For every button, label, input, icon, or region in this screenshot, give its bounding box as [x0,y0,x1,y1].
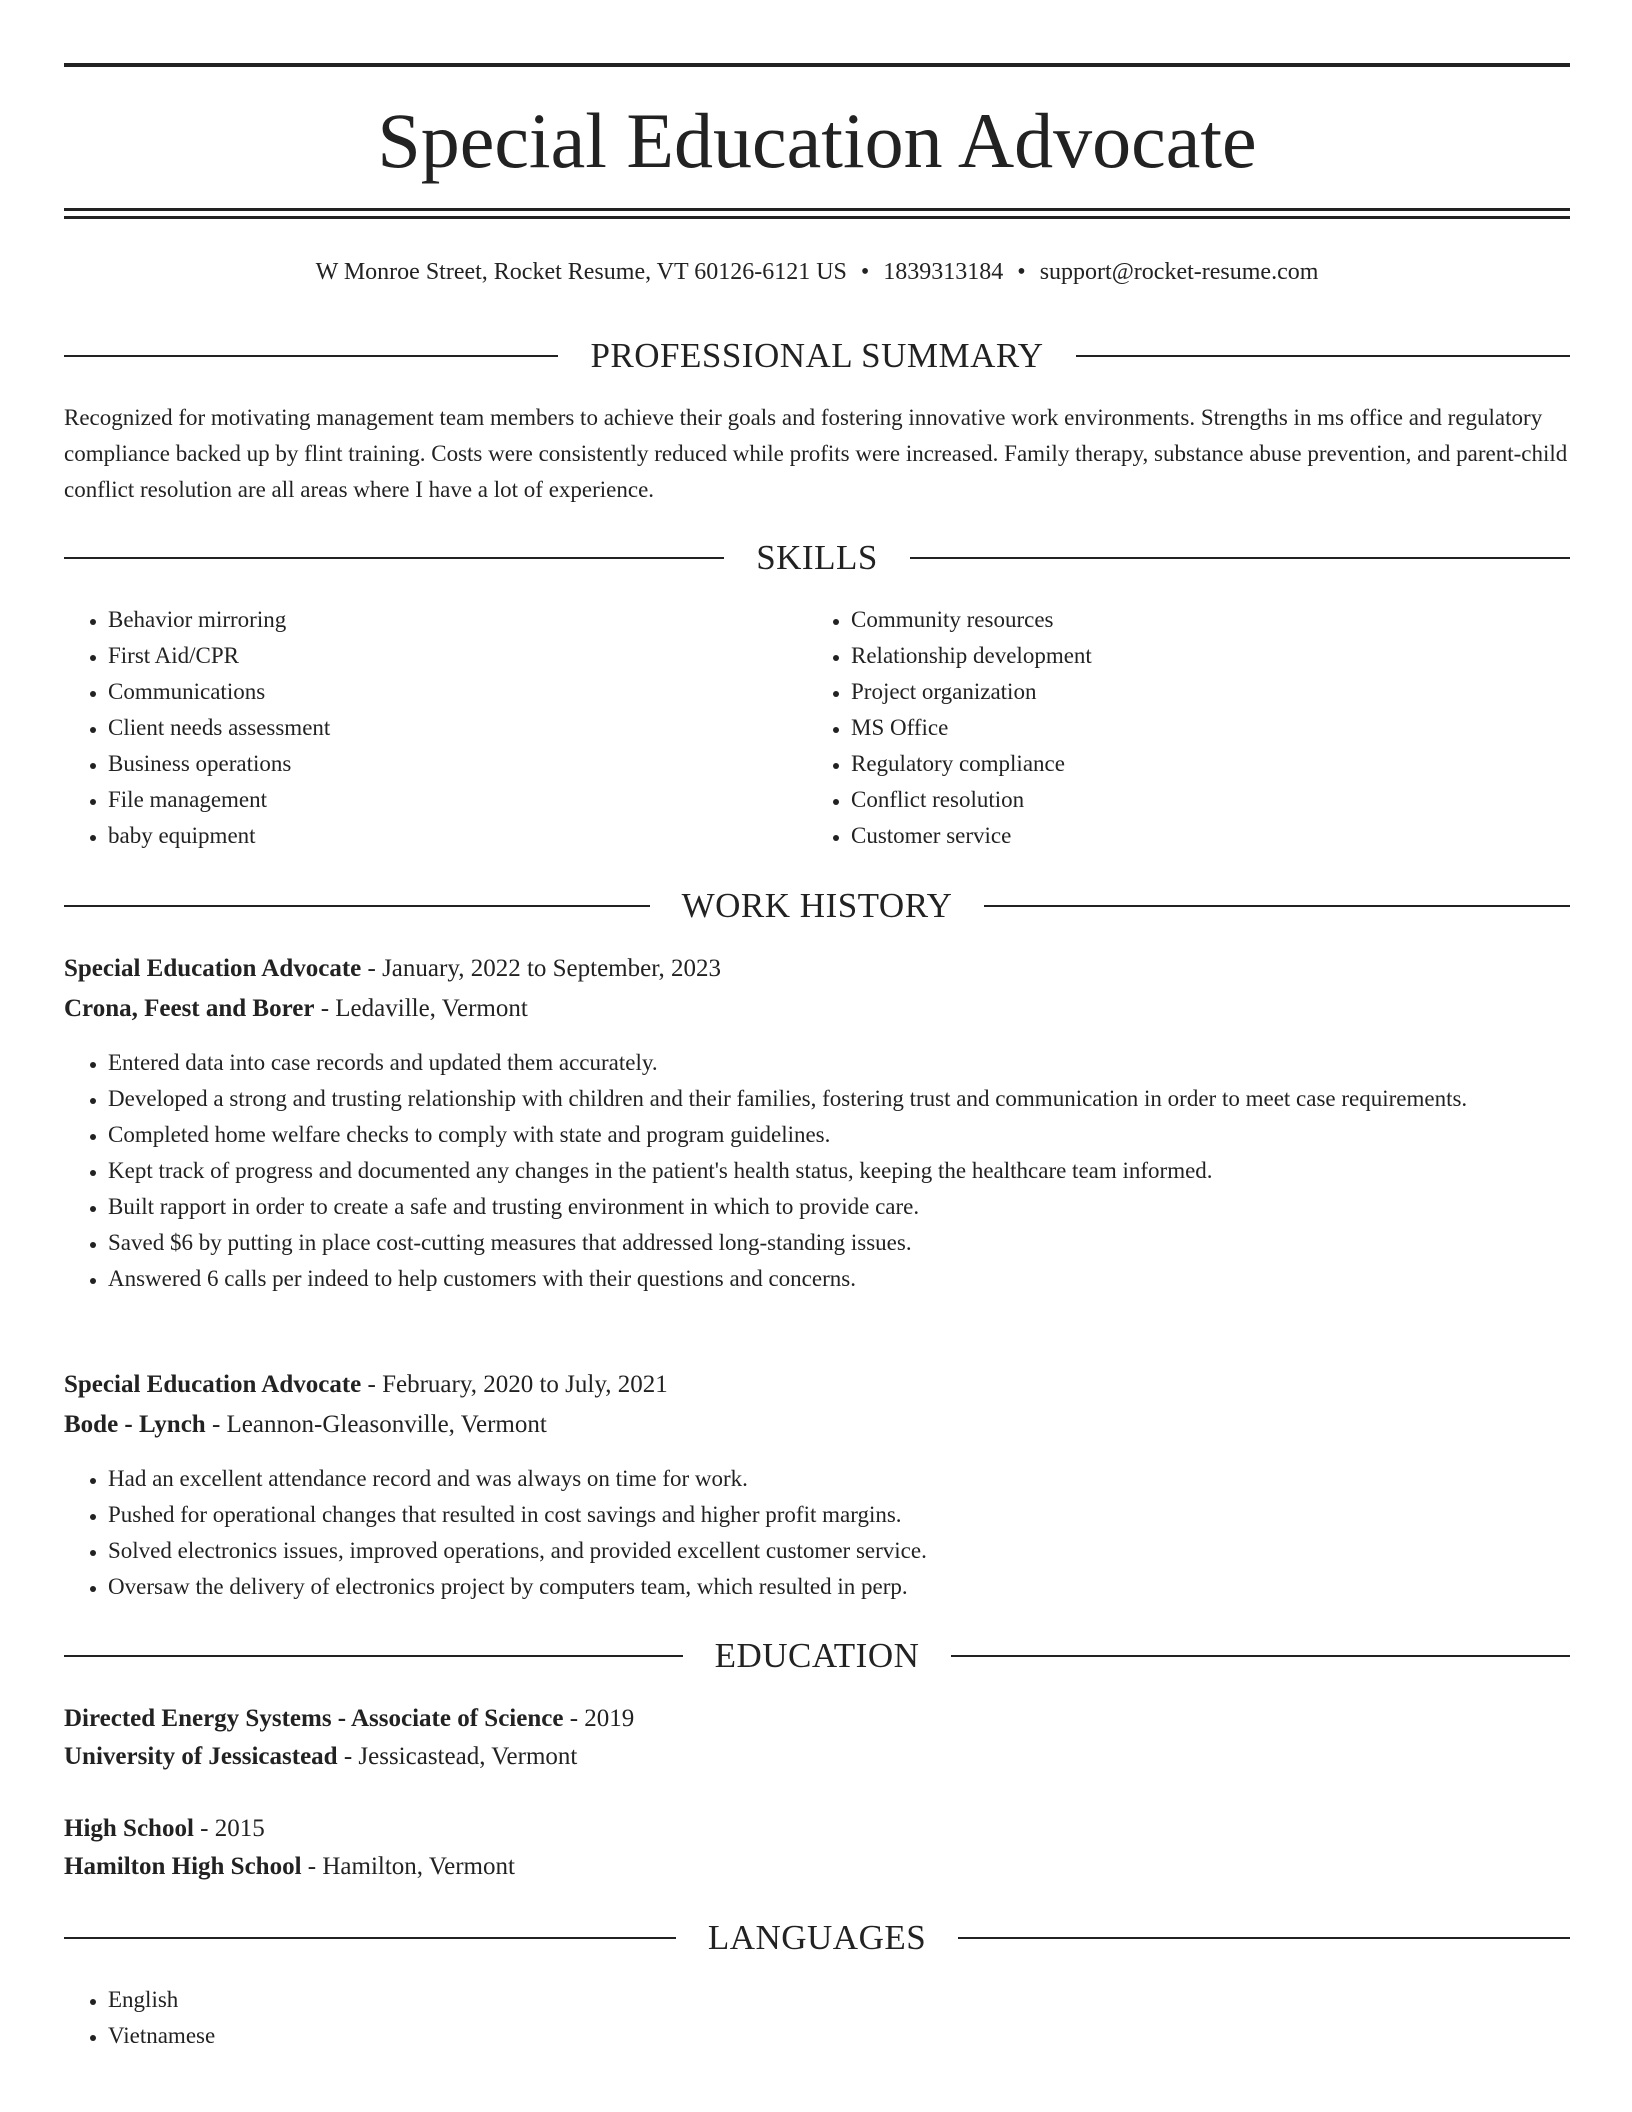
top-rule [64,63,1570,67]
job-bullet: • Developed a strong and trusting relationship with children and their families, fostering trust and communication in order to meet case requirements. [108,1081,1568,1117]
contact-separator: • [860,259,870,285]
education-school-line [64,1738,1570,1776]
skill-item: • Communications [108,674,808,710]
job-title-line [64,1366,1570,1404]
summary-heading [64,336,1570,376]
header-rule-lower [64,216,1570,219]
job-bullet: • Pushed for operational changes that resulted in cost savings and higher profit margins. [108,1497,1568,1533]
skill-item: • MS Office [851,710,1611,746]
heading-rule [64,1937,676,1939]
heading-rule [951,1655,1570,1657]
job-bullet: • Kept track of progress and documented any changes in the patient's health status, keeping the healthcare team informed. [108,1153,1568,1189]
job-dates: - February, 2020 to July, 2021 [361,1371,668,1398]
job-bullet: • Built rapport in order to create a safe and trusting environment in which to provide care. [108,1189,1568,1225]
section-title: SKILLS [756,538,878,577]
job-title: Special Education Advocate [64,955,362,982]
skills-list-right [807,602,1611,854]
section-title: EDUCATION [714,1636,920,1675]
skill-item: • Business operations [108,746,808,782]
education-degree: Directed Energy Systems - Associate of Science [64,1705,564,1732]
job-company: Bode - Lynch [64,1411,206,1438]
education-school: University of Jessicastead [64,1743,338,1770]
work-heading [64,886,1570,926]
summary-text: Recognized for motivating management team members to achieve their goals and fostering innovative work environments. Strengths in ms office and regulatory compliance backed up by flint training. Costs were consistently reduced while profits were increased. Family therapy, substance abuse prevention, and parent-child conflict resolution are all areas where I have a lot of experience. [64,405,1568,502]
education-degree: High School [64,1815,194,1842]
skills-list-left [64,602,808,854]
education-location: - Hamilton, Vermont [301,1853,515,1880]
education-year: - 2019 [563,1705,635,1732]
skill-item: • Customer service [851,818,1611,854]
skill-item: • Conflict resolution [851,782,1611,818]
section-title: LANGUAGES [707,1918,927,1957]
heading-rule [64,905,650,907]
skill-item: • File management [108,782,808,818]
header-rule-upper [64,208,1570,211]
language-item: • Vietnamese [108,2018,808,2054]
skill-item: • First Aid/CPR [108,638,808,674]
job-bullet: • Had an excellent attendance record and was always on time for work. [108,1461,1568,1497]
heading-rule [64,355,558,357]
education-school: Hamilton High School [64,1853,302,1880]
skill-item: • Behavior mirroring [108,602,808,638]
job-company-line [64,990,1570,1028]
section-title: PROFESSIONAL SUMMARY [590,336,1044,375]
job-dates: - January, 2022 to September, 2023 [361,955,722,982]
skill-item: • Community resources [851,602,1611,638]
job-title-line [64,950,1570,988]
job-location: - Leannon-Gleasonville, Vermont [205,1411,547,1438]
skill-item: • Regulatory compliance [851,746,1611,782]
section-title: WORK HISTORY [681,886,953,925]
heading-rule [910,557,1570,559]
job-location: - Ledaville, Vermont [314,995,528,1022]
job-title: Special Education Advocate [64,1371,362,1398]
job-bullet: • Oversaw the delivery of electronics project by computers team, which resulted in perp. [108,1569,1568,1605]
skill-item: • Project organization [851,674,1611,710]
candidate-name: Special Education Advocate [377,97,1257,184]
contact-address: W Monroe Street, Rocket Resume, VT 60126-6121 US [315,259,847,285]
contact-separator: • [1017,259,1026,285]
job-bullet: • Answered 6 calls per indeed to help customers with their questions and concerns. [108,1261,1568,1297]
education-year: - 2015 [193,1815,265,1842]
language-item: • English [108,1982,808,2018]
skill-item: • baby equipment [108,818,808,854]
heading-rule [958,1937,1570,1939]
skills-heading [64,538,1570,578]
heading-rule [984,905,1570,907]
skill-item: • Relationship development [851,638,1611,674]
languages-list [64,1982,808,2054]
job-bullet: • Saved $6 by putting in place cost-cutting measures that addressed long-standing issues. [108,1225,1568,1261]
languages-heading [64,1918,1570,1958]
job-company-line [64,1406,1570,1444]
education-location: - Jessicastead, Vermont [337,1743,578,1770]
heading-rule [64,557,724,559]
job-company: Crona, Feest and Borer [64,995,315,1022]
job-bullet: • Completed home welfare checks to comply with state and program guidelines. [108,1117,1568,1153]
job-bullets [64,1461,1568,1605]
education-degree-line [64,1810,1570,1848]
job-bullets [64,1045,1568,1297]
education-degree-line [64,1700,1570,1738]
contact-line [64,254,1570,290]
contact-phone: 1839313184 [883,259,1004,285]
skill-item: • Client needs assessment [108,710,808,746]
education-school-line [64,1848,1570,1886]
heading-rule [64,1655,683,1657]
job-bullet: • Entered data into case records and updated them accurately. [108,1045,1568,1081]
contact-email: support@rocket-resume.com [1039,259,1319,285]
heading-rule [1076,355,1570,357]
education-heading [64,1636,1570,1676]
job-bullet: • Solved electronics issues, improved operations, and provided excellent customer service. [108,1533,1568,1569]
